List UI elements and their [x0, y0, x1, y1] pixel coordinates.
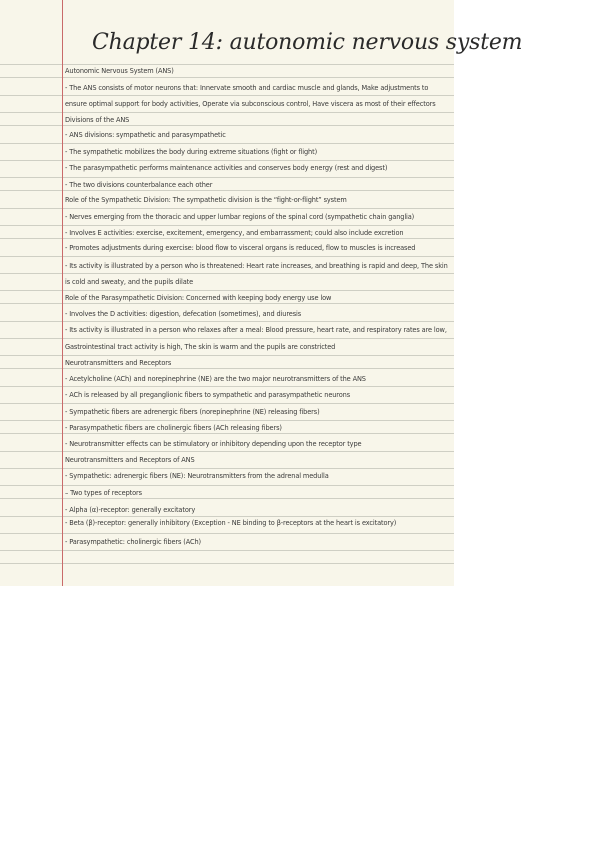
ruled-line [0, 338, 454, 339]
text-line: Neurotransmitters and Receptors of ANS [65, 456, 195, 464]
ruled-line [0, 238, 454, 239]
ruled-line [0, 95, 454, 96]
text-line: Neurotransmitters and Receptors [65, 359, 172, 367]
ruled-line [0, 77, 454, 78]
ruled-line [0, 533, 454, 534]
text-line: Role of the Parasympathetic Division: Concerned with keeping body energy use low [65, 294, 332, 302]
text-line: Gastrointestinal tract activity is high, The skin is warm and the pupils are constricted [65, 343, 336, 351]
ruled-line [0, 563, 454, 564]
text-line: ensure optimal support for body activities, Operate via subconscious control, Have viscera as most of their effectors [65, 100, 436, 108]
ruled-line [0, 225, 454, 226]
text-line: Role of the Sympathetic Division: The sympathetic division is the “fight-or-flight” system [65, 196, 347, 204]
text-line: Autonomic Nervous System (ANS) [65, 67, 174, 75]
ruled-line [0, 208, 454, 209]
ruled-line [0, 368, 454, 369]
ruled-line [0, 256, 454, 257]
text-line: - ANS divisions: sympathetic and parasympathetic [65, 131, 226, 139]
ruled-line [0, 177, 454, 178]
ruled-line [0, 125, 454, 126]
text-line: - Neurotransmitter effects can be stimulatory or inhibitory depending upon the receptor type [65, 440, 362, 448]
text-line: is cold and sweaty, and the pupils dilate [65, 278, 194, 286]
ruled-line [0, 498, 454, 499]
ruled-line [0, 143, 454, 144]
text-line: - Parasympathetic: cholinergic fibers (ACh) [65, 538, 201, 546]
text-line: - Involves the D activities: digestion, defecation (sometimes), and diuresis [65, 310, 302, 318]
ruled-line [0, 468, 454, 469]
ruled-line [0, 112, 454, 113]
ruled-line [0, 273, 454, 274]
text-line: – Two types of receptors [65, 489, 142, 497]
text-line: - The sympathetic mobilizes the body during extreme situations (fight or flight) [65, 148, 318, 156]
margin-line [62, 0, 63, 586]
ruled-line [0, 451, 454, 452]
text-line: - ACh is released by all preganglionic fibers to sympathetic and parasympathetic neurons [65, 391, 351, 399]
ruled-line [0, 550, 454, 551]
text-line: - Nerves emerging from the thoracic and upper lumbar regions of the spinal cord (sympathetic chain ganglia) [65, 213, 415, 221]
text-line: - The parasympathetic performs maintenance activities and conserves body energy (rest and digest) [65, 164, 388, 172]
ruled-line [0, 321, 454, 322]
text-line: - Alpha (α)-receptor: generally excitatory [65, 506, 196, 514]
text-line: - Its activity is illustrated in a person who relaxes after a meal: Blood pressure, heart rate, and respiratory rates are low, [65, 326, 447, 334]
text-line: - Sympathetic fibers are adrenergic fibers (norepinephrine (NE) releasing fibers) [65, 408, 320, 416]
text-line: - Sympathetic: adrenergic fibers (NE): Neurotransmitters from the adrenal medulla [65, 472, 329, 480]
text-line: - The two divisions counterbalance each other [65, 181, 213, 189]
ruled-line [0, 433, 454, 434]
text-line: - Involves E activities: exercise, excitement, emergency, and embarrassment; could also include excretion [65, 229, 404, 237]
page-title: Chapter 14: autonomic nervous system [92, 30, 523, 55]
text-line: - Beta (β)-receptor: generally inhibitory (Exception - NE binding to β-receptors at the heart is excitatory) [65, 519, 397, 527]
ruled-line [0, 420, 454, 421]
text-line: - Parasympathetic fibers are cholinergic fibers (ACh releasing fibers) [65, 424, 282, 432]
text-line: - Acetylcholine (ACh) and norepinephrine (NE) are the two major neurotransmitters of the ANS [65, 375, 366, 383]
text-line: Divisions of the ANS [65, 116, 130, 124]
ruled-line [0, 190, 454, 191]
ruled-line [0, 160, 454, 161]
ruled-line [0, 386, 454, 387]
ruled-line [0, 485, 454, 486]
text-line: - The ANS consists of motor neurons that: Innervate smooth and cardiac muscle and glands, Make adjustments to [65, 84, 429, 92]
text-line: - Promotes adjustments during exercise: blood flow to visceral organs is reduced, flow to muscles is increased [65, 244, 416, 252]
ruled-line [0, 290, 454, 291]
ruled-line [0, 516, 454, 517]
ruled-line [0, 64, 454, 65]
ruled-line [0, 303, 454, 304]
ruled-line [0, 403, 454, 404]
text-line: - Its activity is illustrated by a person who is threatened: Heart rate increases, and breathing is rapid and deep, The skin [65, 262, 448, 270]
ruled-line [0, 355, 454, 356]
